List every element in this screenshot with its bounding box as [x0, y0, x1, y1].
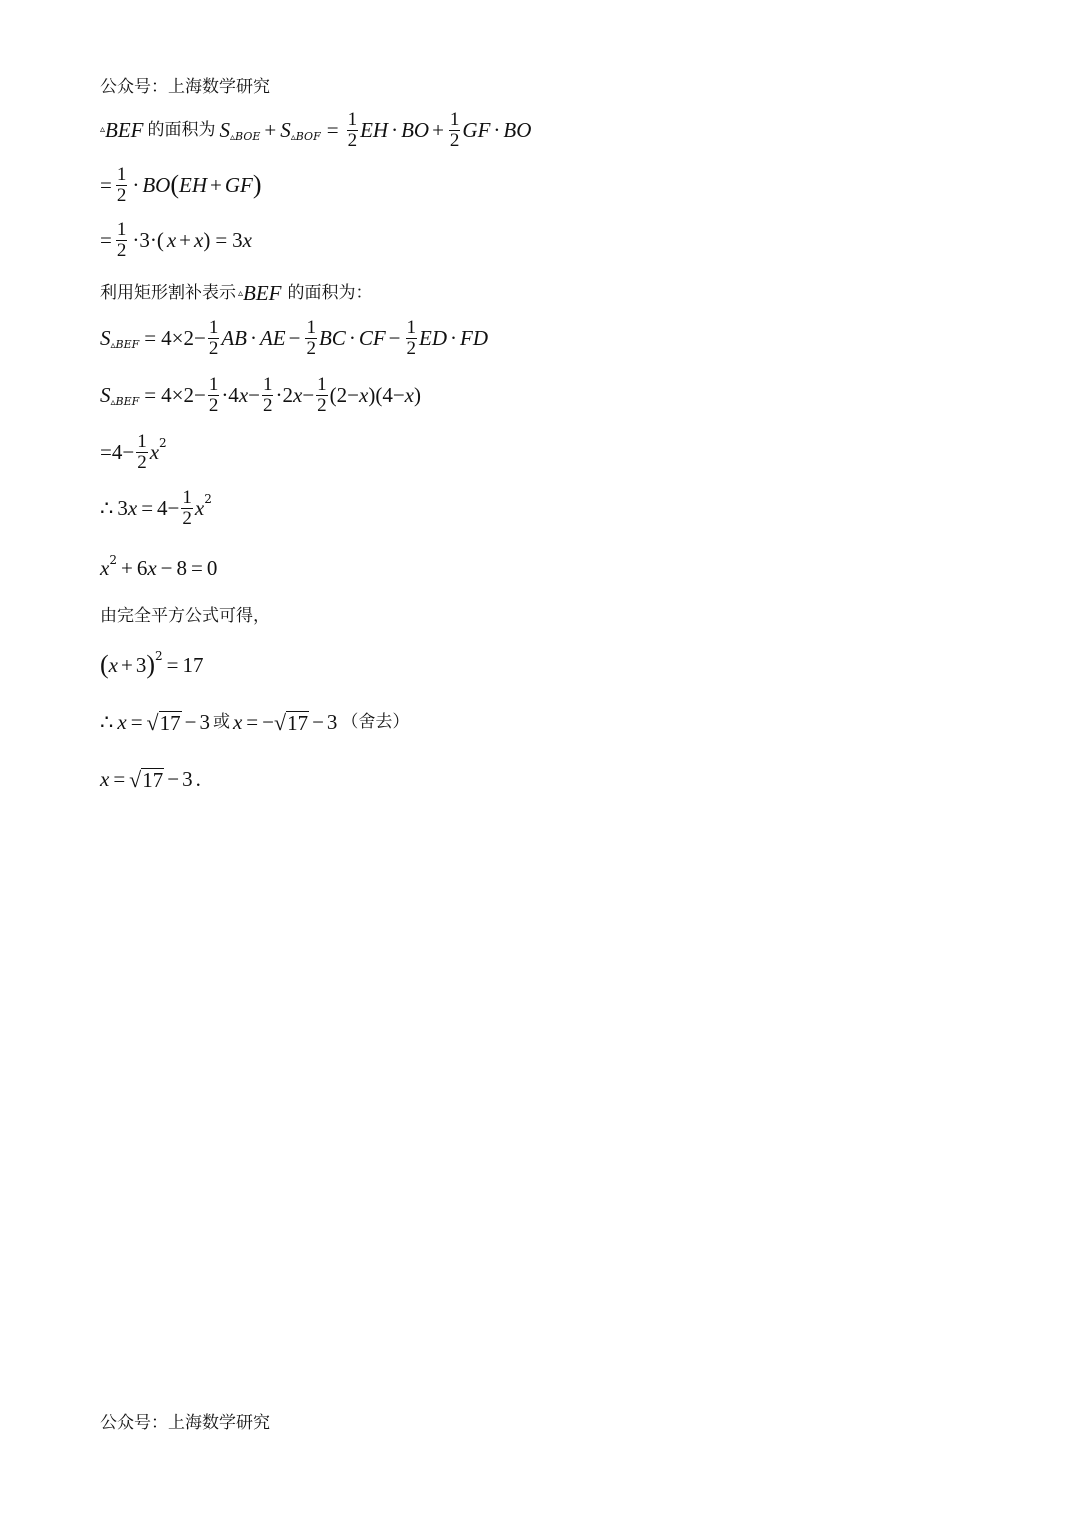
text-area-is: 的面积为 — [147, 119, 216, 140]
header-watermark: 公众号：上海数学研究 — [100, 77, 270, 97]
text-or: 或 — [212, 712, 230, 733]
completing-square-text: 由完全平方公式可得， — [100, 606, 270, 626]
area-subtraction-line: S ▵BEF = 4×2− $\frac{1}{2}$ AB · AE − $\frac{1}{2}$ BC · CF − $\frac{1}{2}$ ED · FD — [100, 317, 488, 359]
area-sum-line: ▵ BEF 的面积为 S ▵BOE + S ▵BOF = $\frac{1}{2}$ EH · BO + $\frac{1}{2}$ GF · BO — [100, 109, 532, 151]
roots-line: ∴ x = √ 17 − 3 或 x = − √ 17 − 3 （舍去） — [100, 710, 410, 736]
area-substitution-line: S ▵BEF = 4×2− $\frac{1}{2}$ ·4 x − $\frac{1}{2}$ ·2 x − $\frac{1}{2}$ (2− x )(4− x ) — [100, 374, 421, 416]
text-discard: （舍去） — [341, 712, 410, 733]
final-answer-line: x = √ 17 − 3 . — [100, 767, 201, 793]
area-simplified-line: =4− $\frac{1}{2}$ x 2 — [100, 431, 167, 473]
equation-line: ∴ 3 x = 4− $\frac{1}{2}$ x 2 — [100, 487, 212, 529]
quadratic-line: x 2 + 6 x − 8 = 0 — [100, 552, 218, 580]
footer-watermark: 公众号：上海数学研究 — [100, 1413, 270, 1433]
area-result-line: = $\frac{1}{2}$ ·3·( x + x ) = 3 x — [100, 219, 252, 261]
area-factored-line: = $\frac{1}{2}$ · BO ( EH + GF ) — [100, 164, 262, 206]
rectangle-method-line: 利用矩形割补表示 ▵ BEF 的面积为： — [100, 281, 373, 305]
square-form-line: ( x + 3 ) 2 = 17 — [100, 649, 204, 679]
text-area-is-2: 的面积为： — [287, 283, 373, 303]
text-rectangle-method: 利用矩形割补表示 — [100, 283, 236, 303]
